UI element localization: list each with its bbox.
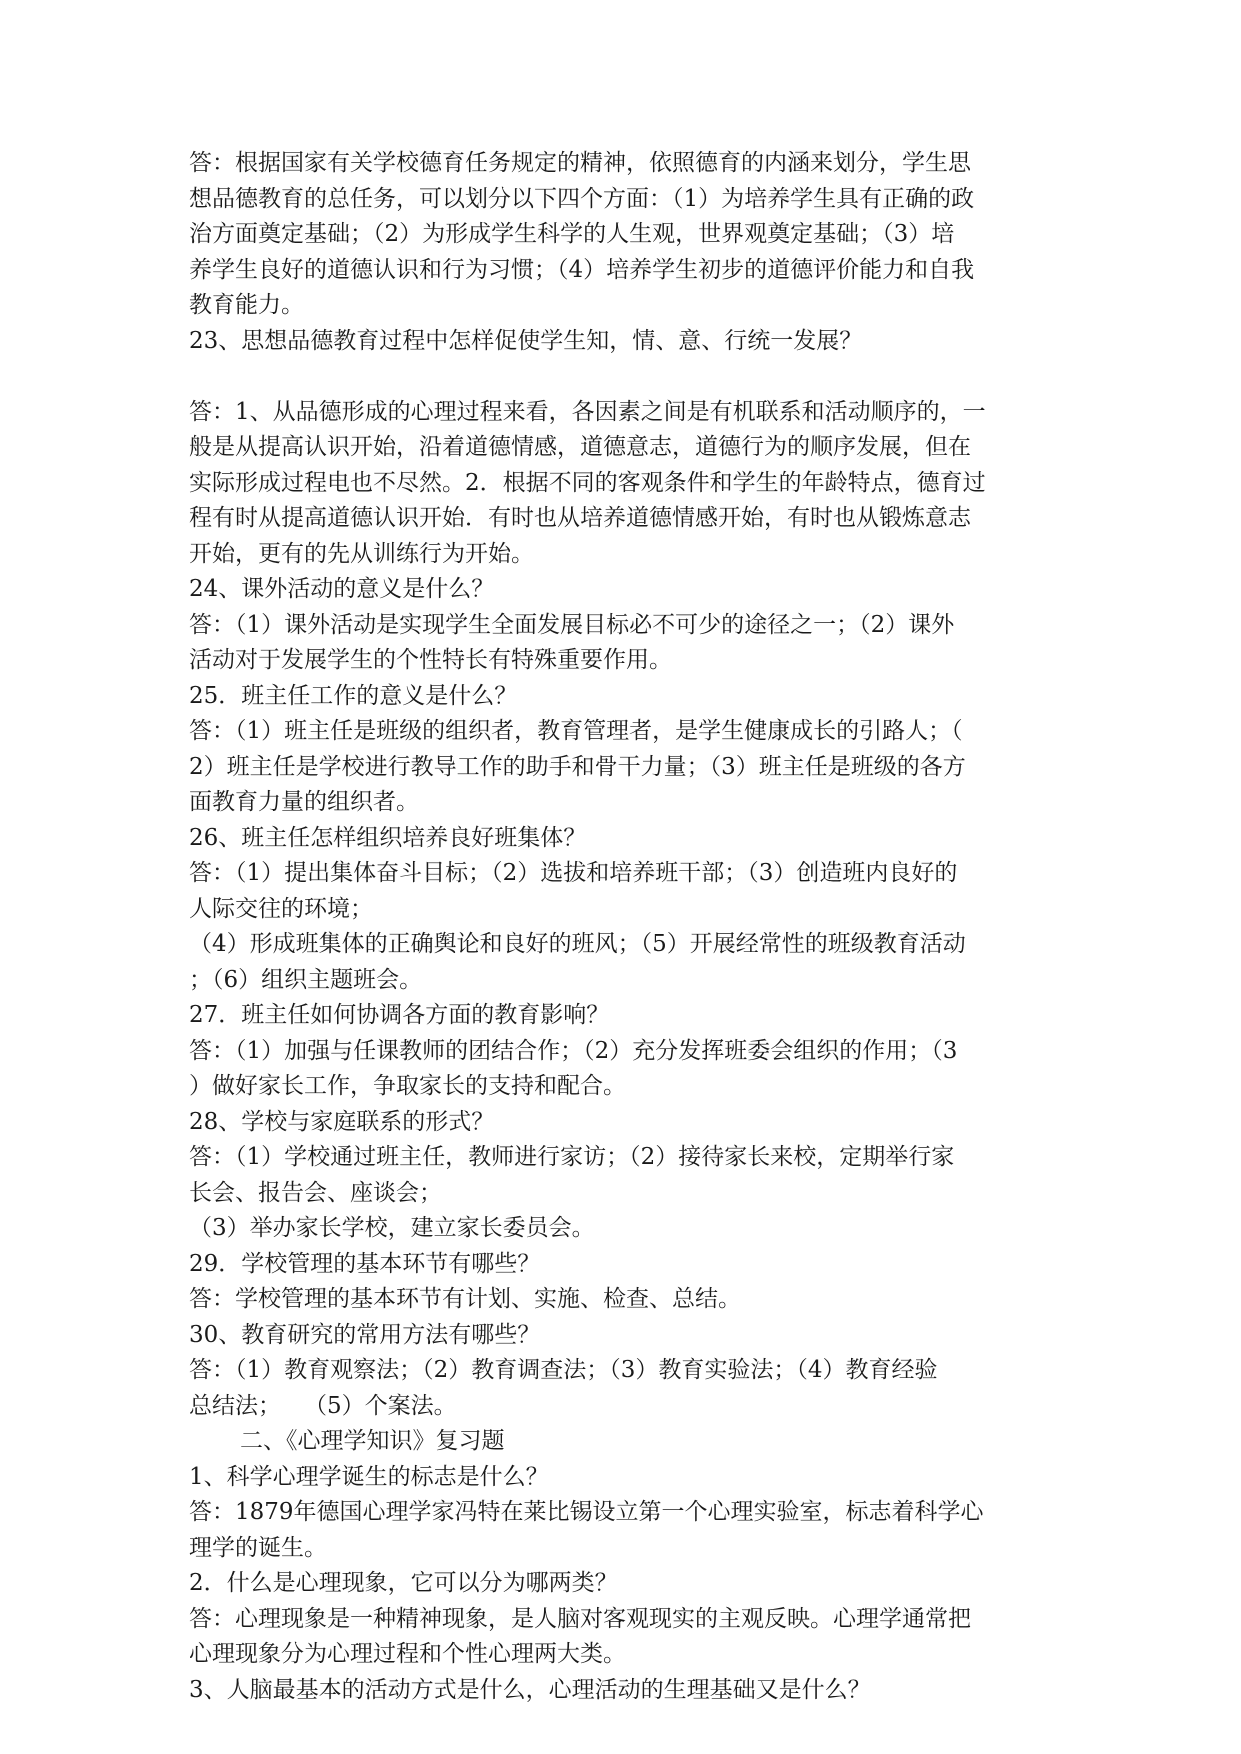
text-line: 长会、报告会、座谈会； [189, 1179, 442, 1206]
question-heading: 27．班主任如何协调各方面的教育影响？ [189, 1002, 610, 1028]
text-line: 答：（1）课外活动是实现学生全面发展目标必不可少的途径之一；（2）课外 [189, 611, 955, 638]
text-line: 心理现象分为心理过程和个性心理两大类。 [189, 1641, 626, 1667]
question-heading: 1、科学心理学诞生的标志是什么？ [189, 1463, 549, 1490]
text-line: 答：（1）加强与任课教师的团结合作；（2）充分发挥班委会组织的作用；（3 [189, 1037, 958, 1064]
text-line: 答：（1）教育观察法；（2）教育调查法；（3）教育实验法；（4）教育经验 [189, 1357, 938, 1383]
question-heading: 29．学校管理的基本环节有哪些？ [189, 1250, 541, 1277]
blank-line [189, 359, 1059, 395]
text-line: （4）形成班集体的正确舆论和良好的班风；（5）开展经常性的班级教育活动 [189, 931, 966, 957]
text-line: ）做好家长工作，争取家长的支持和配合。 [189, 1073, 626, 1099]
text-line: 开始，更有的先从训练行为开始。 [189, 540, 534, 567]
text-line: 面教育力量的组织者。 [189, 789, 419, 815]
question-heading: 23、思想品德教育过程中怎样促使学生知，情、意、行统一发展？ [189, 327, 863, 354]
text-line: 2）班主任是学校进行教导工作的助手和骨干力量；（3）班主任是班级的各方 [189, 753, 966, 780]
text-line: ；（6）组织主题班会。 [189, 966, 423, 993]
text-line: （3）举办家长学校，建立家长委员会。 [189, 1215, 595, 1241]
text-line: 答：（1）提出集体奋斗目标；（2）选拔和培养班干部；（3）创造班内良好的 [189, 860, 958, 886]
text-line: 答：（1）班主任是班级的组织者，教育管理者，是学生健康成长的引路人；（ [189, 718, 963, 744]
document-text [189, 146, 1059, 1708]
text-line: 答：1、从品德形成的心理过程来看，各因素之间是有机联系和活动顺序的，一 [189, 398, 986, 425]
question-heading: 24、课外活动的意义是什么？ [189, 576, 495, 602]
section-heading: 二、《心理学知识》复习题 [240, 1428, 505, 1454]
text-line: 养学生良好的道德认识和行为习惯；（4）培养学生初步的道德评价能力和自我 [189, 256, 975, 283]
text-line: 人际交往的环境； [189, 895, 373, 922]
text-line: 答：（1）学校通过班主任，教师进行家访；（2）接待家长来校，定期举行家 [189, 1144, 955, 1170]
text-line: 答：1879年德国心理学家冯特在莱比锡设立第一个心理实验室，标志着科学心 [189, 1499, 984, 1525]
question-heading: 25．班主任工作的意义是什么？ [189, 682, 518, 709]
text-line: 活动对于发展学生的个性特长有特殊重要作用。 [189, 647, 672, 673]
question-heading: 3、人脑最基本的活动方式是什么，心理活动的生理基础又是什么？ [189, 1676, 871, 1703]
text-line: 教育能力。 [189, 292, 304, 318]
question-heading: 28、学校与家庭联系的形式？ [189, 1108, 495, 1135]
text-line: 程有时从提高道德认识开始．有时也从培养道德情感开始，有时也从锻炼意志 [189, 505, 971, 531]
text-line: 想品德教育的总任务，可以划分以下四个方面：（1）为培养学生具有正确的政 [189, 185, 975, 212]
text-line: 答：学校管理的基本环节有计划、实施、检查、总结。 [189, 1286, 741, 1312]
text-line: 答：心理现象是一种精神现象，是人脑对客观现实的主观反映。心理学通常把 [189, 1605, 971, 1632]
text-line: 答：根据国家有关学校德育任务规定的精神，依照德育的内涵来划分，学生思 [189, 150, 971, 176]
question-heading: 30、教育研究的常用方法有哪些？ [189, 1321, 541, 1348]
text-line: 实际形成过程电也不尽然。2．根据不同的客观条件和学生的年龄特点，德育过 [189, 469, 986, 496]
text-line: 治方面奠定基础；（2）为形成学生科学的人生观，世界观奠定基础；（3）培 [189, 221, 955, 247]
text-line: 总结法； （5）个案法。 [189, 1392, 457, 1419]
text-line: 理学的诞生。 [189, 1534, 327, 1561]
question-heading: 2．什么是心理现象，它可以分为哪两类？ [189, 1570, 618, 1596]
text-line: 般是从提高认识开始，沿着道德情感，道德意志，道德行为的顺序发展，但在 [189, 434, 971, 460]
question-heading: 26、班主任怎样组织培养良好班集体？ [189, 824, 587, 851]
